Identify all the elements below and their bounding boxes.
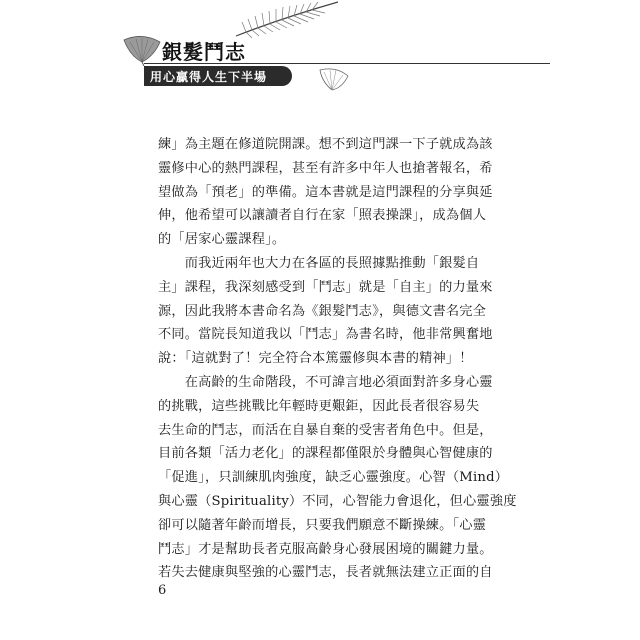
text-line: 靈修中心的熱門課程，甚至有許多中年人也搶著報名，希 (158, 160, 493, 176)
book-subtitle: 用心贏得人生下半場 (150, 70, 268, 84)
text-line: 而我近兩年也大力在各區的長照據點推動「銀髮自 (158, 255, 480, 271)
small-leaf-icon (316, 66, 352, 94)
text-line: 主」課程，我深刻感受到「鬥志」就是「自主」的力量來 (158, 279, 493, 295)
body-text (158, 133, 517, 585)
text-line: 在高齡的生命階段，不可諱言地必須面對許多身心靈 (158, 374, 493, 390)
book-title: 銀髮鬥志 (162, 40, 246, 64)
text-line: 不同。當院長知道我以「鬥志」為書名時，他非常興奮地 (158, 327, 493, 343)
header-divider (144, 63, 550, 64)
page-header (120, 30, 550, 90)
text-line: 目前各類「活力老化」的課程都僅限於身體與心智健康的 (158, 446, 493, 462)
text-line: 練」為主題在修道院開課。想不到這門課一下子就成為該 (158, 137, 493, 152)
text-line: 望做為「預老」的準備。這本書就是這門課程的分享與延 (158, 184, 493, 200)
text-line: 去生命的鬥志，而活在自暴自棄的受害者角色中。但是， (158, 422, 493, 438)
text-line: 說：「這就對了！完全符合本篤靈修與本書的精神」！ (158, 351, 473, 367)
text-line: 伸，他希望可以讓讀者自行在家「照表操課」，成為個人 (158, 208, 487, 224)
text-line: 源，因此我將本書命名為《銀髮鬥志》，與德文書名完全 (158, 303, 487, 319)
ginkgo-leaf-icon (120, 34, 164, 66)
text-line: 「促進」，只訓練肌肉強度，缺乏心靈強度。心智（Mind） (158, 470, 509, 486)
page-number: 6 (158, 583, 167, 598)
text-line: 鬥志」才是幫助長者克服高齡身心發展困境的關鍵力量。 (158, 541, 493, 557)
text-line: 與心靈（Spirituality）不同，心智能力會退化，但心靈強度 (158, 493, 517, 509)
text-line: 的挑戰，這些挑戰比年輕時更艱鉅，因此長者很容易失 (158, 398, 480, 414)
text-line: 若失去健康與堅強的心靈鬥志，長者就無法建立正面的自 (158, 565, 493, 581)
text-line: 卻可以隨著年齡而增長，只要我們願意不斷操練。「心靈 (158, 517, 487, 533)
text-line: 的「居家心靈課程」。 (158, 232, 286, 248)
